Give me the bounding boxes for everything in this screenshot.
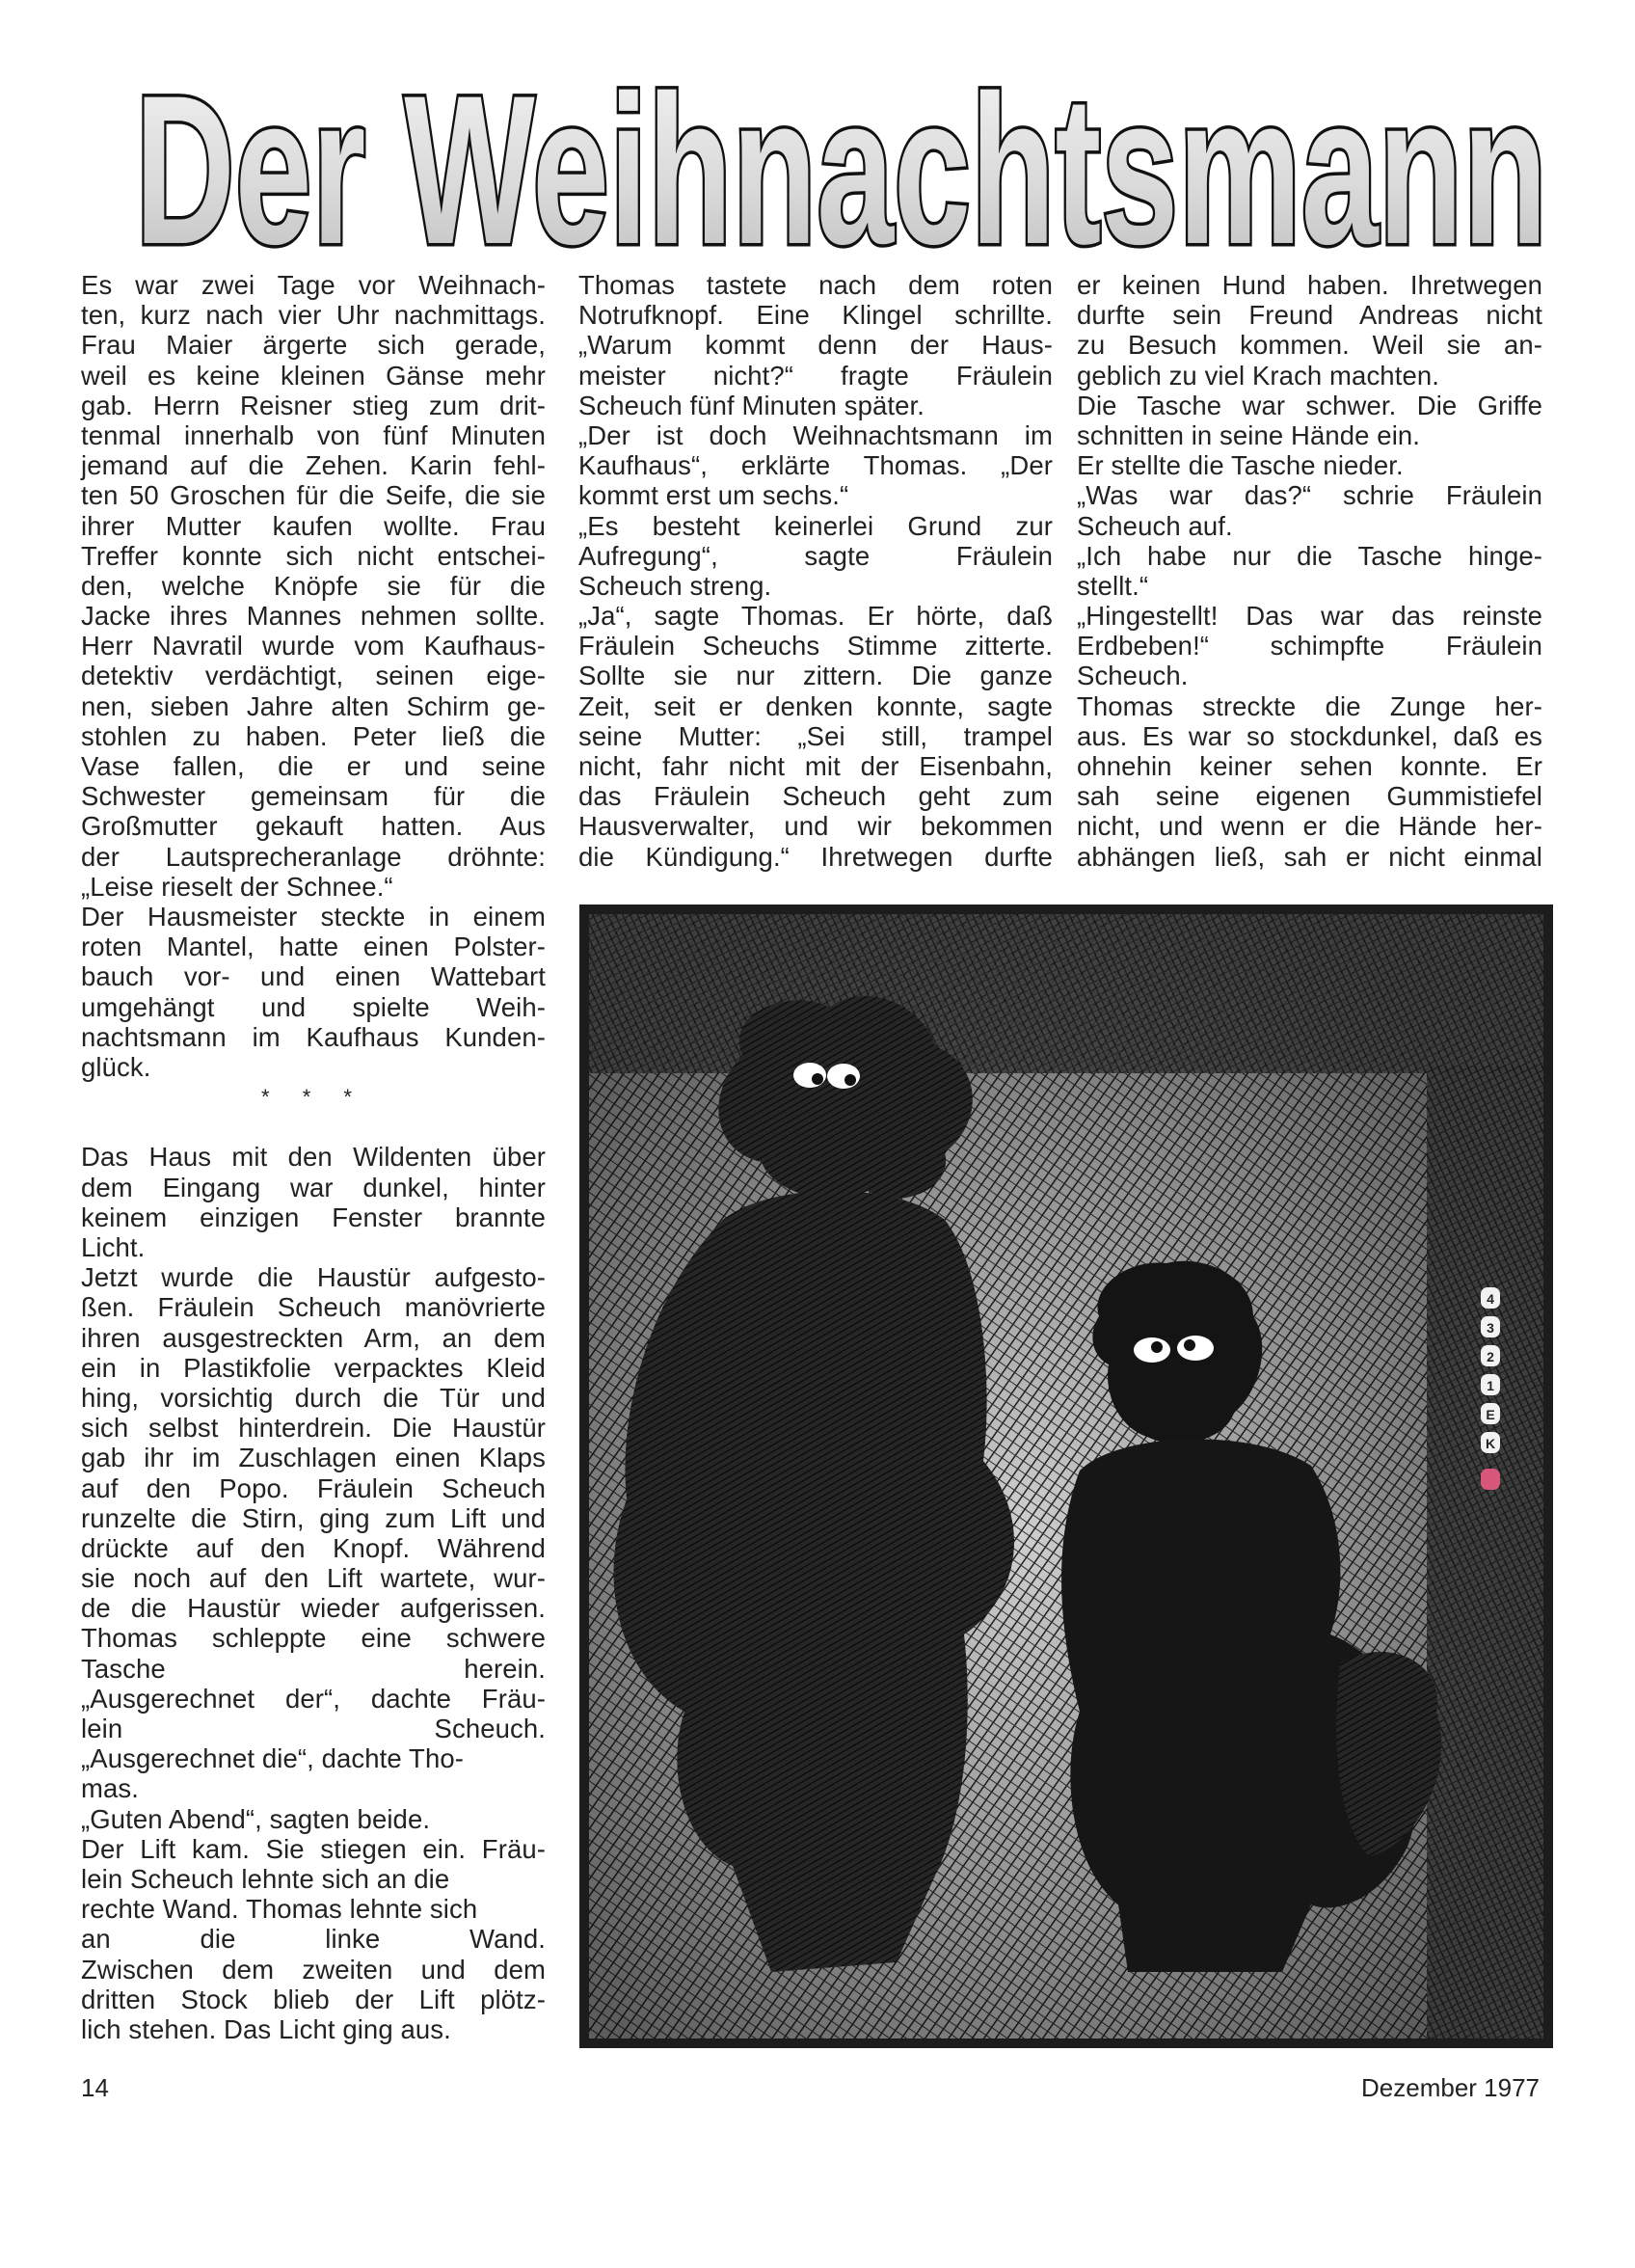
text-line: Zwischen dem zweiten und dem bbox=[81, 1954, 546, 1984]
text-line: mas. bbox=[81, 1773, 139, 1804]
elevator-button-k bbox=[1481, 1432, 1500, 1453]
svg-text:1: 1 bbox=[1487, 1378, 1494, 1393]
text-line: Erdbeben!“ schimpfte Fräulein bbox=[1077, 631, 1542, 662]
text-line: auf den Popo. Fräulein Scheuch bbox=[81, 1472, 546, 1503]
text-line: den, welche Knöpfe sie für die bbox=[81, 570, 546, 601]
text-line: Licht. bbox=[81, 1232, 146, 1262]
spacer bbox=[81, 1112, 546, 1142]
text-line: Thomas tastete nach dem roten bbox=[578, 270, 1053, 300]
column-2 bbox=[578, 270, 1053, 872]
text-line: nachtsmann im Kaufhaus Kunden- bbox=[81, 1021, 546, 1052]
text-line: Zeit, seit er denken konnte, sagte bbox=[578, 690, 1053, 721]
text-line: Treffer konnte sich nicht entschei- bbox=[81, 540, 546, 571]
text-line: Scheuch. bbox=[1077, 661, 1189, 691]
text-line: stellt.“ bbox=[1077, 570, 1149, 601]
text-line: Scheuch auf. bbox=[1077, 510, 1233, 541]
text-line: „Ausgerechnet die“, dachte Tho- bbox=[81, 1743, 464, 1774]
text-line: Der Lift kam. Sie stiegen ein. Fräu- bbox=[81, 1833, 546, 1864]
text-line: lein Scheuch lehnte sich an die bbox=[81, 1863, 450, 1894]
text-line: Fräulein Scheuchs Stimme zitterte. bbox=[578, 631, 1053, 662]
text-line: Aufregung“, sagte Fräulein bbox=[578, 540, 1053, 571]
text-line: Kaufhaus“, erklärte Thomas. „Der bbox=[578, 450, 1053, 481]
svg-text:K: K bbox=[1485, 1436, 1496, 1451]
text-line: „Guten Abend“, sagten beide. bbox=[81, 1803, 431, 1834]
text-line: kommt erst um sechs.“ bbox=[578, 480, 849, 511]
text-line: Der Hausmeister steckte in einem bbox=[81, 901, 546, 932]
text-line: Sollte sie nur zittern. Die ganze bbox=[578, 661, 1053, 691]
text-line: nen, sieben Jahre alten Schirm ge- bbox=[81, 690, 546, 721]
text-line: die Kündigung.“ Ihretwegen durfte bbox=[578, 841, 1053, 872]
text-line: Thomas schleppte eine schwere bbox=[81, 1623, 546, 1654]
text-line: lich stehen. Das Licht ging aus. bbox=[81, 2013, 451, 2044]
text-line: ten 50 Groschen für die Seife, die sie bbox=[81, 480, 546, 511]
svg-text:4: 4 bbox=[1487, 1291, 1494, 1307]
text-line: sich selbst hinterdrein. Die Haustür bbox=[81, 1413, 546, 1444]
text-line: „Hingestellt! Das war das reinste bbox=[1077, 601, 1542, 632]
text-line: „Warum kommt denn der Haus- bbox=[578, 330, 1053, 361]
text-line: hing, vorsichtig durch die Tür und bbox=[81, 1382, 546, 1413]
text-line: Er stellte die Tasche nieder. bbox=[1077, 450, 1404, 481]
svg-text:3: 3 bbox=[1487, 1320, 1494, 1336]
text-line: geblich zu viel Krach machten. bbox=[1077, 360, 1439, 391]
text-line: lein Scheuch. bbox=[81, 1714, 546, 1743]
text-line: ohnehin keiner sehen konnte. Er bbox=[1077, 751, 1542, 781]
text-line: Tasche herein. bbox=[81, 1653, 546, 1684]
text-line: ihrer Mutter kaufen wollte. Frau bbox=[81, 510, 546, 541]
text-line: keinem einzigen Fenster brannte bbox=[81, 1202, 546, 1232]
article-title-text: Der Weihnachtsmann bbox=[135, 77, 1547, 251]
text-line: „Ausgerechnet der“, dachte Fräu- bbox=[81, 1683, 546, 1714]
text-line: runzelte die Stirn, ging zum Lift und bbox=[81, 1502, 546, 1533]
text-line: abhängen ließ, sah er nicht einmal bbox=[1077, 841, 1542, 872]
text-line: Es war zwei Tage vor Weihnach- bbox=[81, 270, 546, 300]
text-line: Jetzt wurde die Haustür aufgesto- bbox=[81, 1262, 546, 1293]
illustration-svg bbox=[578, 902, 1554, 2051]
elevator-button-1 bbox=[1481, 1374, 1500, 1395]
page-number: 14 bbox=[81, 2073, 109, 2102]
text-line: Scheuch streng. bbox=[578, 570, 772, 601]
elevator-button-4 bbox=[1481, 1287, 1500, 1309]
text-line: dritten Stock blieb der Lift plötz- bbox=[81, 1984, 546, 2014]
column-3 bbox=[1077, 270, 1542, 872]
text-line: seine Mutter: „Sei still, trampel bbox=[578, 720, 1053, 751]
text-line: rechte Wand. Thomas lehnte sich bbox=[81, 1894, 478, 1925]
text-line: bauch vor- und einen Wattebart bbox=[81, 961, 546, 992]
text-line: aus. Es war so stockdunkel, daß es bbox=[1077, 720, 1542, 751]
elevator-button-2 bbox=[1481, 1345, 1500, 1366]
text-line: ßen. Fräulein Scheuch manövrierte bbox=[81, 1292, 546, 1323]
text-line: „Ich habe nur die Tasche hinge- bbox=[1077, 540, 1542, 571]
text-line: sie noch auf den Lift wartete, wur- bbox=[81, 1563, 546, 1594]
text-line: das Fräulein Scheuch geht zum bbox=[578, 781, 1053, 812]
text-line: Vase fallen, die er und seine bbox=[81, 751, 546, 781]
text-line: sah seine eigenen Gummistiefel bbox=[1077, 781, 1542, 812]
text-line: detektiv verdächtigt, seinen eige- bbox=[81, 661, 546, 691]
text-line: „Was war das?“ schrie Fräulein bbox=[1077, 480, 1542, 511]
issue-date: Dezember 1977 bbox=[1361, 2073, 1540, 2102]
text-line: „Ja“, sagte Thomas. Er hörte, daß bbox=[578, 601, 1053, 632]
svg-text:E: E bbox=[1486, 1407, 1495, 1422]
text-line: Die Tasche war schwer. Die Griffe bbox=[1077, 390, 1542, 420]
alarm-button-red bbox=[1481, 1469, 1500, 1490]
text-line: drückte auf den Knopf. Während bbox=[81, 1532, 546, 1563]
text-line: tenmal innerhalb von fünf Minuten bbox=[81, 419, 546, 450]
text-line: nicht, und wenn er die Hände her- bbox=[1077, 811, 1542, 842]
elevator-door-frame bbox=[1427, 1066, 1548, 2043]
text-line: jemand auf die Zehen. Karin fehl- bbox=[81, 450, 546, 481]
text-line: durfte sein Freund Andreas nicht bbox=[1077, 300, 1542, 331]
text-line: Jacke ihres Mannes nehmen sollte. bbox=[81, 601, 546, 632]
text-line: de die Haustür wieder aufgerissen. bbox=[81, 1593, 546, 1624]
text-line: gab ihr im Zuschlagen einen Klaps bbox=[81, 1443, 546, 1473]
text-line: Frau Maier ärgerte sich gerade, bbox=[81, 330, 546, 361]
elevator-button-3 bbox=[1481, 1316, 1500, 1337]
text-line: meister nicht?“ fragte Fräulein bbox=[578, 360, 1053, 391]
text-line: ein in Plastikfolie verpacktes Kleid bbox=[81, 1352, 546, 1383]
elevator-button-e bbox=[1481, 1403, 1500, 1424]
text-line: umgehängt und spielte Weih- bbox=[81, 991, 546, 1022]
text-line: Thomas streckte die Zunge her- bbox=[1077, 690, 1542, 721]
svg-text:2: 2 bbox=[1487, 1349, 1494, 1364]
section-separator: * * * bbox=[261, 1085, 365, 1110]
article-title-logo bbox=[135, 77, 1552, 251]
text-line: Das Haus mit den Wildenten über bbox=[81, 1142, 546, 1173]
text-line: roten Mantel, hatte einen Polster- bbox=[81, 932, 546, 962]
text-line: ihren ausgestreckten Arm, an dem bbox=[81, 1322, 546, 1353]
illustration-elevator bbox=[578, 902, 1554, 2051]
text-line: gab. Herrn Reisner stieg zum drit- bbox=[81, 390, 546, 420]
text-line: der Lautsprecheranlage dröhnte: bbox=[81, 841, 546, 872]
text-line: „Es besteht keinerlei Grund zur bbox=[578, 510, 1053, 541]
text-line: Schwester gemeinsam für die bbox=[81, 781, 546, 812]
article-title bbox=[135, 77, 1552, 251]
text-line: Großmutter gekauft hatten. Aus bbox=[81, 811, 546, 842]
text-line: „Leise rieselt der Schnee.“ bbox=[81, 871, 393, 902]
text-line: dem Eingang war dunkel, hinter bbox=[81, 1172, 546, 1202]
text-line: ten, kurz nach vier Uhr nachmittags. bbox=[81, 300, 546, 331]
text-line: an die linke Wand. bbox=[81, 1924, 546, 1955]
text-line: Hausverwalter, und wir bekommen bbox=[578, 811, 1053, 842]
column-1 bbox=[81, 270, 546, 2044]
text-line: Notrufknopf. Eine Klingel schrillte. bbox=[578, 300, 1053, 331]
text-line: „Der ist doch Weihnachtsmann im bbox=[578, 419, 1053, 450]
text-line: weil es keine kleinen Gänse mehr bbox=[81, 360, 546, 391]
text-line: stohlen zu haben. Peter ließ die bbox=[81, 720, 546, 751]
text-line: glück. bbox=[81, 1051, 151, 1082]
text-line: Herr Navratil wurde vom Kaufhaus- bbox=[81, 631, 546, 662]
text-line: zu Besuch kommen. Weil sie an- bbox=[1077, 330, 1542, 361]
text-line: schnitten in seine Hände ein. bbox=[1077, 419, 1421, 450]
text-line: Scheuch fünf Minuten später. bbox=[578, 390, 925, 420]
text-line: nicht, fahr nicht mit der Eisenbahn, bbox=[578, 751, 1053, 781]
text-line: er keinen Hund haben. Ihretwegen bbox=[1077, 270, 1542, 300]
